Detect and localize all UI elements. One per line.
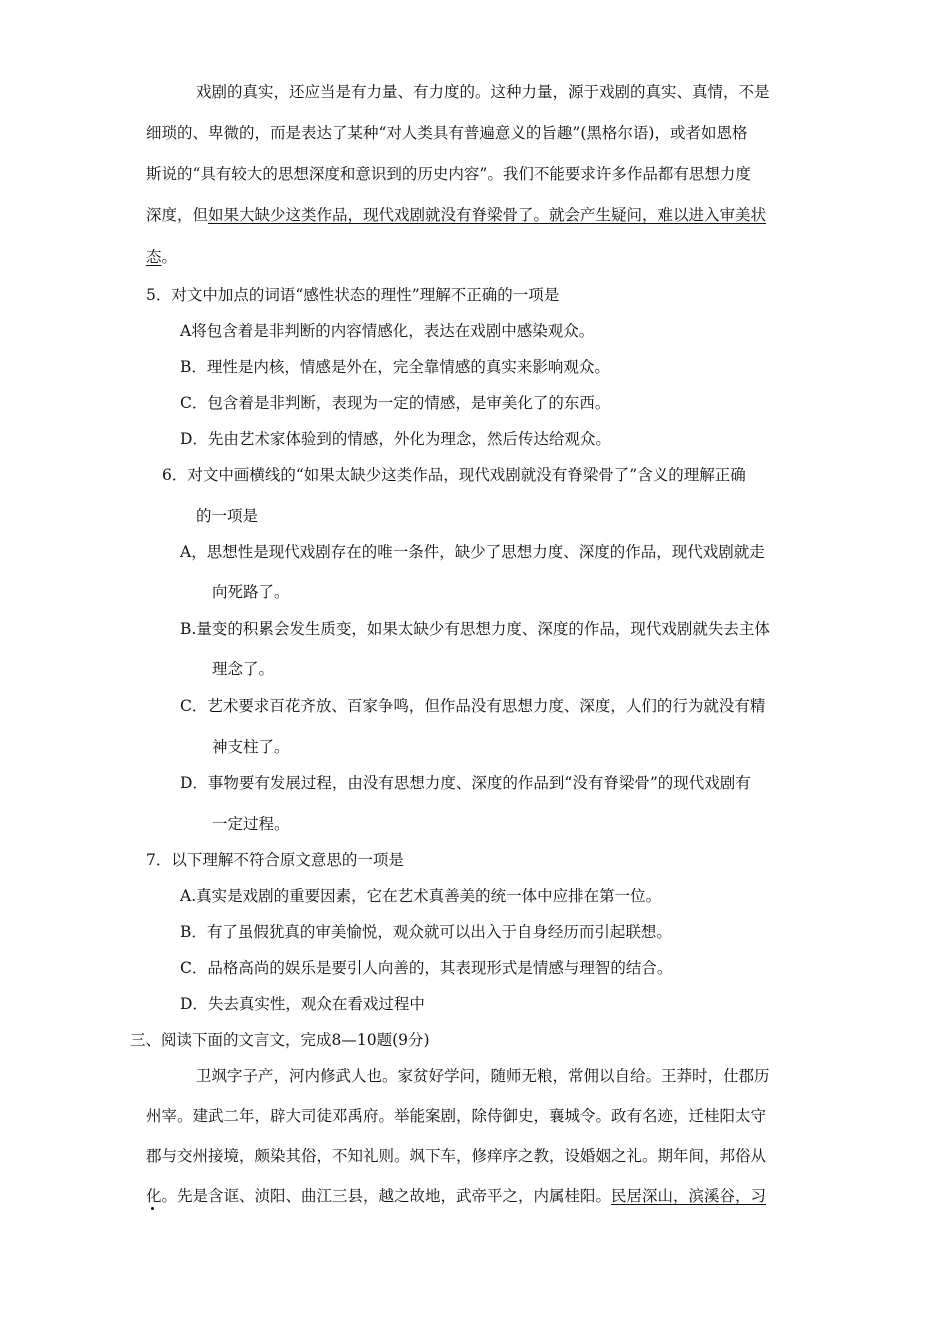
question-7-stem: 7．以下理解不符合原文意思的一项是 [146,851,404,869]
question-5-stem: 5．对文中加点的词语“感性状态的理性”理解不正确的一项是 [146,286,560,304]
classical-text-line-4-text: 化。先是含诓、浈阳、曲江三县，越之故地，武帝平之，内属桂阳。 [146,1187,612,1205]
passage-line-3: 斯说的“具有较大的思想深度和意识到的历史内容”。我们不能要求许多作品都有思想力度 [146,165,751,183]
question-5-option-b: B．理性是内核，情感是外在，完全靠情感的真实来影响观众。 [180,358,610,376]
question-6-option-a-cont: 向死路了。 [212,583,290,601]
question-6-option-d-cont: 一定过程。 [212,815,290,833]
question-7-option-d: D．失去真实性，观众在看戏过程中 [180,995,425,1013]
passage-line-5 [146,247,177,267]
passage-line-2: 细琐的、卑微的，而是表达了某种“对人类具有普遍意义的旨趣”(黑格尔语)，或者如恩格 [146,124,748,142]
underlined-sentence-end: 态 [146,248,162,266]
question-6-option-b-cont: 理念了。 [212,660,275,678]
classical-text-line-3: 郡与交州接境，颇染其俗，不知礼则。飒下车，修痒序之教，设婚姻之礼。期年间，邦俗从 [146,1147,767,1165]
classical-text-line-2: 州宰。建武二年，辟大司徒邓禹府。举能案剧，除侍御史，襄城令。政有名迹，迁桂阳太守 [146,1107,767,1125]
question-5-option-d: D．先由艺术家体验到的情感，外化为理念，然后传达给观众。 [180,430,611,448]
question-7-option-c: C．品格高尚的娱乐是要引人向善的，其表现形式是情感与理智的结合。 [180,959,673,977]
question-6-option-a: A，思想性是现代戏剧存在的唯一条件，缺少了思想力度、深度的作品，现代戏剧就走 [180,543,765,561]
question-7-option-b: B．有了虽假犹真的审美愉悦，观众就可以出入于自身经历而引起联想。 [180,923,672,941]
passage-line-4-text: 深度，但 [146,206,209,224]
section-3-heading: 三、阅读下面的文言文，完成8—10题(9分) [130,1031,430,1049]
question-5-option-c: C．包含着是非判断，表现为一定的情感，是审美化了的东西。 [180,394,611,412]
underlined-classical-sentence: 民居深山，滨溪谷，习 [611,1187,767,1205]
question-7-option-a: A.真实是戏剧的重要因素，它在艺术真善美的统一体中应排在第一位。 [180,887,662,905]
passage-line-4 [146,205,766,225]
emphasis-dot [151,1207,154,1210]
passage-line-5-text: 。 [161,248,178,266]
question-6-option-c: C．艺术要求百花齐放、百家争鸣，但作品没有思想力度、深度，人们的行为就没有精 [180,697,766,715]
question-6-option-c-cont: 神支柱了。 [212,738,290,756]
passage-line-1: 戏剧的真实，还应当是有力量、有力度的。这种力量，源于戏剧的真实、真情，不是 [196,83,770,101]
classical-text-line-4 [146,1186,766,1206]
question-6-option-b: B.量变的积累会发生质变，如果太缺少有思想力度、深度的作品，现代戏剧就失去主体 [180,620,770,638]
underlined-sentence: 如果大缺少这类作品，现代戏剧就没有脊梁骨了。就会产生疑问，难以进入审美状 [208,206,767,224]
question-6-stem: 6．对文中画横线的“如果太缺少这类作品，现代戏剧就没有脊梁骨了”含义的理解正确 [162,466,746,484]
question-5-option-a: A将包含着是非判断的内容情感化，表达在戏剧中感染观众。 [180,322,595,340]
classical-text-line-1: 卫飒字子产，河内修武人也。家贫好学问，随师无粮，常佣以自给。王莽时，仕郡历 [196,1067,770,1085]
question-6-option-d: D．事物要有发展过程，由没有思想力度、深度的作品到“没有脊梁骨”的现代戏剧有 [180,774,751,792]
question-6-stem-cont: 的一项是 [196,507,259,525]
